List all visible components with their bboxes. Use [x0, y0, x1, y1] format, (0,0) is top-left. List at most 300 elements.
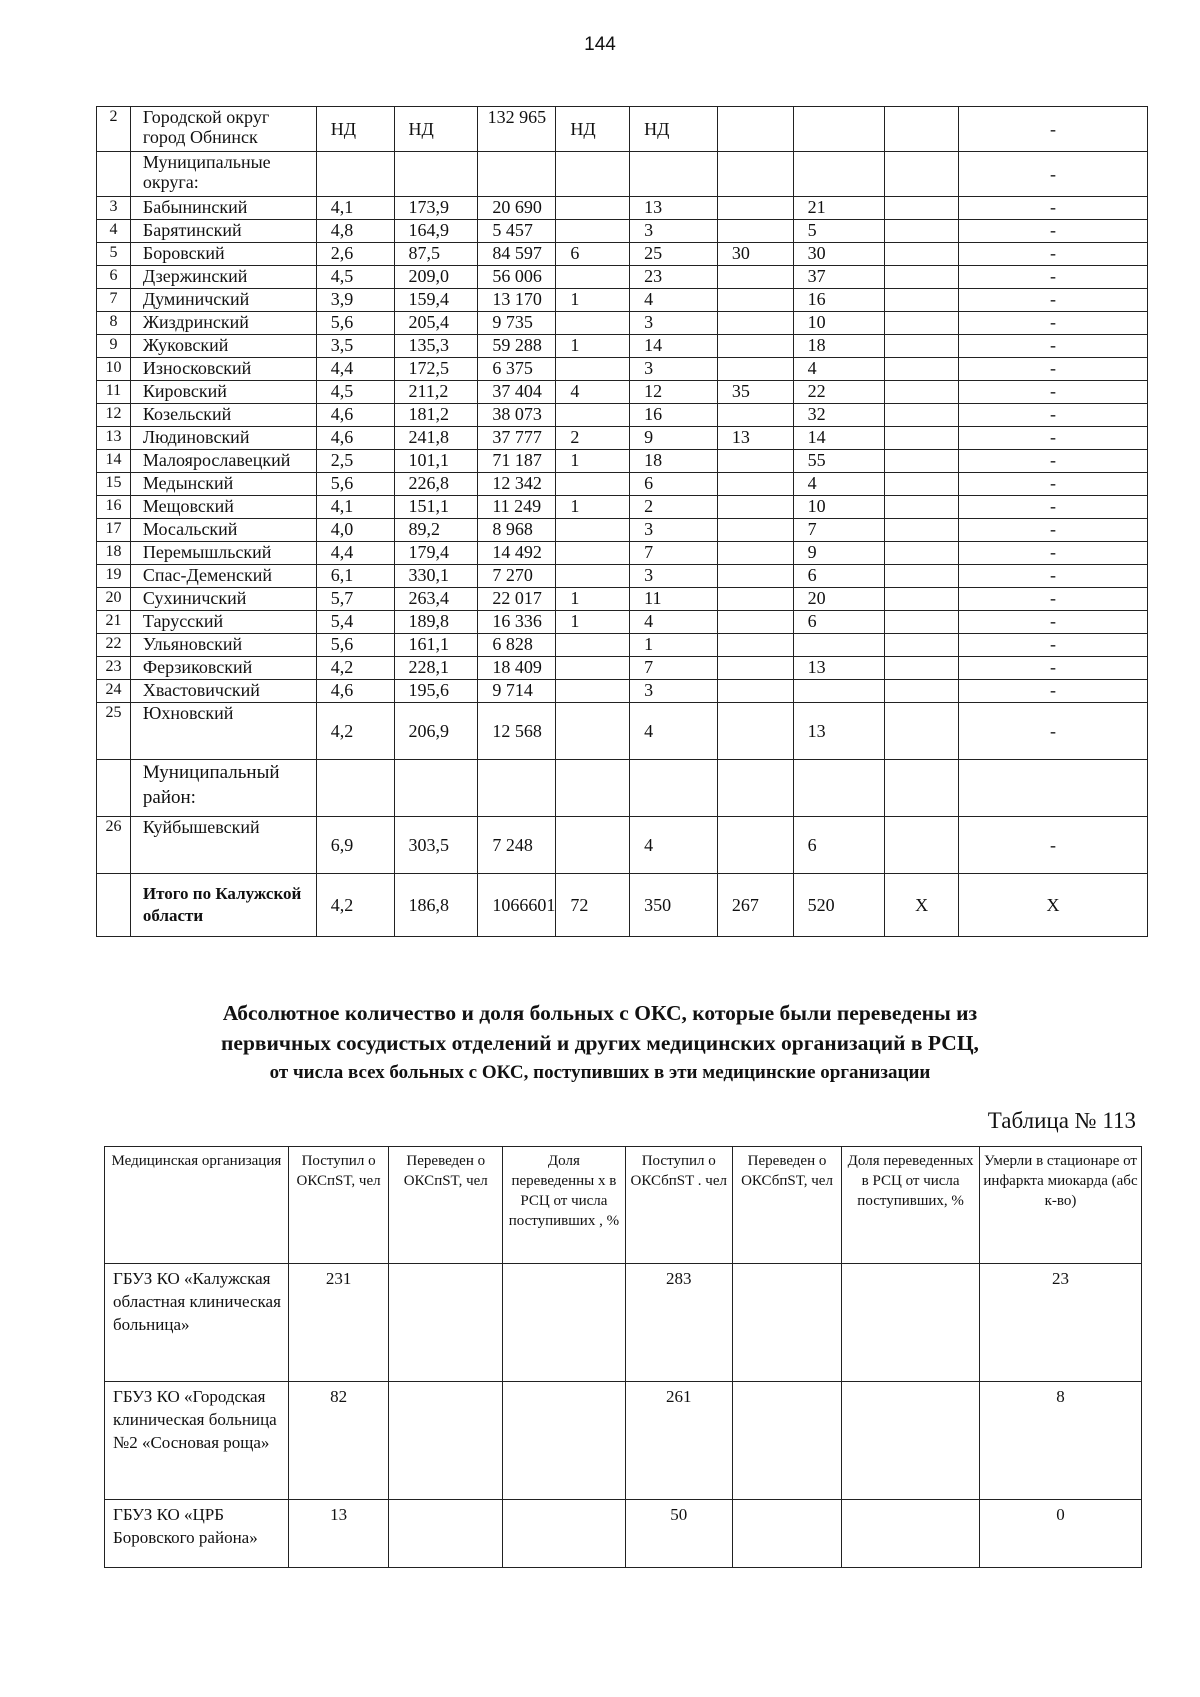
- value-cell: 226,8: [394, 473, 478, 496]
- table-row: [97, 427, 1148, 450]
- value-cell: [793, 107, 885, 152]
- value-cell: 38 073: [478, 404, 556, 427]
- value-cell: 4: [630, 703, 718, 760]
- value-cell: 59 288: [478, 335, 556, 358]
- value-cell: 16 336: [478, 611, 556, 634]
- row-number-cell: 26: [97, 817, 131, 874]
- value-cell: 9: [793, 542, 885, 565]
- value-cell: [717, 611, 793, 634]
- value-cell: [885, 404, 959, 427]
- value-cell: 4,6: [316, 427, 394, 450]
- value-cell: -: [958, 404, 1147, 427]
- district-name-cell: Жиздринский: [130, 312, 316, 335]
- value-cell: -: [958, 542, 1147, 565]
- column-header: Умерли в стационаре от инфаркта миокарда (абс к-во): [980, 1147, 1142, 1264]
- row-number-cell: [97, 152, 131, 197]
- value-cell: 6: [630, 473, 718, 496]
- table-row: [97, 817, 1148, 874]
- table-row: [97, 473, 1148, 496]
- value-cell: -: [958, 335, 1147, 358]
- value-cell: 13: [288, 1500, 389, 1568]
- value-cell: -: [958, 450, 1147, 473]
- value-cell: 0: [980, 1500, 1142, 1568]
- value-cell: -: [958, 358, 1147, 381]
- row-number-cell: 21: [97, 611, 131, 634]
- value-cell: 4,5: [316, 381, 394, 404]
- value-cell: [885, 703, 959, 760]
- value-cell: [503, 1264, 626, 1382]
- value-cell: 1: [556, 496, 630, 519]
- district-name-cell: Бабынинский: [130, 197, 316, 220]
- value-cell: [885, 519, 959, 542]
- table-row: [97, 243, 1148, 266]
- value-cell: [556, 634, 630, 657]
- row-number-cell: 15: [97, 473, 131, 496]
- value-cell: [389, 1500, 503, 1568]
- value-cell: [793, 152, 885, 197]
- value-cell: 3: [630, 519, 718, 542]
- value-cell: 7 270: [478, 565, 556, 588]
- value-cell: 267: [717, 874, 793, 937]
- column-header: Доля переведенны х в РСЦ от числа поступивших , %: [503, 1147, 626, 1264]
- value-cell: [556, 760, 630, 817]
- value-cell: НД: [394, 107, 478, 152]
- value-cell: 261: [625, 1382, 732, 1500]
- value-cell: [556, 565, 630, 588]
- value-cell: 3,5: [316, 335, 394, 358]
- table-row: [97, 107, 1148, 152]
- table-row: [97, 381, 1148, 404]
- value-cell: 55: [793, 450, 885, 473]
- section-title-line: первичных сосудистых отделений и других медицинских организаций в РСЦ,: [221, 1031, 979, 1055]
- value-cell: Х: [885, 874, 959, 937]
- value-cell: [717, 634, 793, 657]
- value-cell: 186,8: [394, 874, 478, 937]
- value-cell: [478, 760, 556, 817]
- value-cell: [885, 266, 959, 289]
- district-name-cell: Мосальский: [130, 519, 316, 542]
- value-cell: 37 777: [478, 427, 556, 450]
- value-cell: 37: [793, 266, 885, 289]
- value-cell: [885, 197, 959, 220]
- value-cell: 3,9: [316, 289, 394, 312]
- value-cell: [717, 107, 793, 152]
- value-cell: 6: [556, 243, 630, 266]
- value-cell: -: [958, 657, 1147, 680]
- district-name-cell: Боровский: [130, 243, 316, 266]
- value-cell: [717, 817, 793, 874]
- row-number-cell: [97, 760, 131, 817]
- value-cell: 4: [556, 381, 630, 404]
- value-cell: 195,6: [394, 680, 478, 703]
- value-cell: [630, 152, 718, 197]
- value-cell: [556, 473, 630, 496]
- district-name-cell: Жуковский: [130, 335, 316, 358]
- district-name-cell: Итого по Калужской области: [130, 874, 316, 937]
- value-cell: 205,4: [394, 312, 478, 335]
- value-cell: [389, 1382, 503, 1500]
- value-cell: 8 968: [478, 519, 556, 542]
- value-cell: 5,6: [316, 312, 394, 335]
- value-cell: 3: [630, 220, 718, 243]
- section-title-line: от числа всех больных с ОКС, поступивших в эти медицинские организации: [269, 1062, 931, 1083]
- table-row: [97, 874, 1148, 937]
- value-cell: [717, 220, 793, 243]
- value-cell: [793, 760, 885, 817]
- value-cell: 32: [793, 404, 885, 427]
- value-cell: НД: [316, 107, 394, 152]
- value-cell: [717, 450, 793, 473]
- value-cell: 7: [630, 542, 718, 565]
- value-cell: [556, 152, 630, 197]
- value-cell: 22 017: [478, 588, 556, 611]
- value-cell: 4,1: [316, 197, 394, 220]
- district-name-cell: Сухиничский: [130, 588, 316, 611]
- column-header: Поступил о ОКСбпST . чел: [625, 1147, 732, 1264]
- district-name-cell: Мещовский: [130, 496, 316, 519]
- value-cell: [885, 289, 959, 312]
- value-cell: НД: [630, 107, 718, 152]
- value-cell: 4: [630, 289, 718, 312]
- value-cell: 7 248: [478, 817, 556, 874]
- value-cell: [717, 473, 793, 496]
- value-cell: [885, 542, 959, 565]
- row-number-cell: 8: [97, 312, 131, 335]
- row-number-cell: 9: [97, 335, 131, 358]
- value-cell: [842, 1500, 980, 1568]
- value-cell: 12 342: [478, 473, 556, 496]
- value-cell: [732, 1264, 841, 1382]
- table-row: [97, 519, 1148, 542]
- column-header: Переведен о ОКСпST, чел: [389, 1147, 503, 1264]
- value-cell: 263,4: [394, 588, 478, 611]
- value-cell: [556, 197, 630, 220]
- value-cell: 20: [793, 588, 885, 611]
- value-cell: 25: [630, 243, 718, 266]
- value-cell: [885, 152, 959, 197]
- value-cell: -: [958, 197, 1147, 220]
- value-cell: [885, 496, 959, 519]
- value-cell: [885, 312, 959, 335]
- district-name-cell: Муниципальный район:: [130, 760, 316, 817]
- value-cell: 2: [556, 427, 630, 450]
- value-cell: 6: [793, 817, 885, 874]
- value-cell: 6,9: [316, 817, 394, 874]
- value-cell: [717, 680, 793, 703]
- value-cell: [885, 817, 959, 874]
- value-cell: [503, 1382, 626, 1500]
- value-cell: [556, 312, 630, 335]
- value-cell: [717, 335, 793, 358]
- district-name-cell: Дзержинский: [130, 266, 316, 289]
- value-cell: 206,9: [394, 703, 478, 760]
- district-name-cell: Кировский: [130, 381, 316, 404]
- row-number-cell: 3: [97, 197, 131, 220]
- district-name-cell: Перемышльский: [130, 542, 316, 565]
- section-title-line: Абсолютное количество и доля больных с ОКС, которые были переведены из: [222, 1001, 978, 1025]
- row-number-cell: 12: [97, 404, 131, 427]
- district-name-cell: Куйбышевский: [130, 817, 316, 874]
- value-cell: 1: [630, 634, 718, 657]
- value-cell: [717, 588, 793, 611]
- value-cell: 87,5: [394, 243, 478, 266]
- value-cell: -: [958, 220, 1147, 243]
- table-row: [97, 197, 1148, 220]
- table-row: [105, 1500, 1142, 1568]
- value-cell: 1: [556, 289, 630, 312]
- value-cell: 1: [556, 588, 630, 611]
- value-cell: 4,2: [316, 874, 394, 937]
- value-cell: [717, 152, 793, 197]
- value-cell: 161,1: [394, 634, 478, 657]
- value-cell: 10: [793, 496, 885, 519]
- value-cell: 172,5: [394, 358, 478, 381]
- value-cell: 72: [556, 874, 630, 937]
- value-cell: 7: [793, 519, 885, 542]
- districts-table: [96, 106, 1148, 937]
- value-cell: 330,1: [394, 565, 478, 588]
- value-cell: [556, 657, 630, 680]
- value-cell: 6 828: [478, 634, 556, 657]
- row-number-cell: 10: [97, 358, 131, 381]
- value-cell: [316, 760, 394, 817]
- value-cell: -: [958, 107, 1147, 152]
- value-cell: 9: [630, 427, 718, 450]
- value-cell: [885, 243, 959, 266]
- value-cell: 5 457: [478, 220, 556, 243]
- value-cell: 12 568: [478, 703, 556, 760]
- value-cell: 5,7: [316, 588, 394, 611]
- value-cell: 16: [793, 289, 885, 312]
- value-cell: [717, 760, 793, 817]
- table-row: [97, 220, 1148, 243]
- table-row: [97, 152, 1148, 197]
- value-cell: 18: [630, 450, 718, 473]
- district-name-cell: Козельский: [130, 404, 316, 427]
- value-cell: [958, 760, 1147, 817]
- value-cell: 181,2: [394, 404, 478, 427]
- value-cell: [556, 519, 630, 542]
- value-cell: 179,4: [394, 542, 478, 565]
- table-row: [97, 289, 1148, 312]
- row-number-cell: 25: [97, 703, 131, 760]
- value-cell: 189,8: [394, 611, 478, 634]
- value-cell: 164,9: [394, 220, 478, 243]
- value-cell: 4,6: [316, 680, 394, 703]
- table-row: [97, 450, 1148, 473]
- value-cell: [556, 358, 630, 381]
- value-cell: [503, 1500, 626, 1568]
- value-cell: 11 249: [478, 496, 556, 519]
- value-cell: -: [958, 611, 1147, 634]
- district-name-cell: Медынский: [130, 473, 316, 496]
- value-cell: 228,1: [394, 657, 478, 680]
- value-cell: [885, 588, 959, 611]
- value-cell: 11: [630, 588, 718, 611]
- value-cell: 13: [717, 427, 793, 450]
- value-cell: -: [958, 427, 1147, 450]
- district-name-cell: Барятинский: [130, 220, 316, 243]
- value-cell: [717, 565, 793, 588]
- table-row: [97, 496, 1148, 519]
- value-cell: 2,5: [316, 450, 394, 473]
- value-cell: [630, 760, 718, 817]
- value-cell: [885, 450, 959, 473]
- value-cell: [885, 657, 959, 680]
- row-number-cell: 11: [97, 381, 131, 404]
- value-cell: 9 714: [478, 680, 556, 703]
- value-cell: 4,1: [316, 496, 394, 519]
- value-cell: [717, 266, 793, 289]
- value-cell: 2,6: [316, 243, 394, 266]
- value-cell: 3: [630, 312, 718, 335]
- value-cell: -: [958, 381, 1147, 404]
- row-number-cell: 19: [97, 565, 131, 588]
- value-cell: 209,0: [394, 266, 478, 289]
- value-cell: 23: [980, 1264, 1142, 1382]
- value-cell: 4: [630, 611, 718, 634]
- value-cell: 50: [625, 1500, 732, 1568]
- table-row: [105, 1382, 1142, 1500]
- value-cell: [556, 817, 630, 874]
- value-cell: 56 006: [478, 266, 556, 289]
- value-cell: 151,1: [394, 496, 478, 519]
- value-cell: 4: [793, 473, 885, 496]
- value-cell: [842, 1264, 980, 1382]
- value-cell: 2: [630, 496, 718, 519]
- value-cell: [556, 703, 630, 760]
- value-cell: 4: [793, 358, 885, 381]
- table-row: [97, 611, 1148, 634]
- value-cell: 4,4: [316, 542, 394, 565]
- value-cell: 1: [556, 450, 630, 473]
- row-number-cell: 20: [97, 588, 131, 611]
- value-cell: [732, 1500, 841, 1568]
- value-cell: 84 597: [478, 243, 556, 266]
- value-cell: 6,1: [316, 565, 394, 588]
- value-cell: [556, 220, 630, 243]
- value-cell: 13: [630, 197, 718, 220]
- value-cell: 13 170: [478, 289, 556, 312]
- value-cell: [556, 266, 630, 289]
- district-name-cell: Юхновский: [130, 703, 316, 760]
- value-cell: 18: [793, 335, 885, 358]
- value-cell: 3: [630, 680, 718, 703]
- value-cell: [389, 1264, 503, 1382]
- value-cell: 16: [630, 404, 718, 427]
- row-number-cell: 16: [97, 496, 131, 519]
- value-cell: [885, 565, 959, 588]
- value-cell: 231: [288, 1264, 389, 1382]
- value-cell: 71 187: [478, 450, 556, 473]
- row-number-cell: 18: [97, 542, 131, 565]
- value-cell: 4,5: [316, 266, 394, 289]
- value-cell: [885, 358, 959, 381]
- column-header: Поступил о ОКСпST, чел: [288, 1147, 389, 1264]
- row-number-cell: 17: [97, 519, 131, 542]
- value-cell: [717, 404, 793, 427]
- value-cell: -: [958, 496, 1147, 519]
- table-row: [97, 565, 1148, 588]
- value-cell: 21: [793, 197, 885, 220]
- value-cell: 4,0: [316, 519, 394, 542]
- value-cell: 3: [630, 565, 718, 588]
- value-cell: [885, 634, 959, 657]
- value-cell: 13: [793, 703, 885, 760]
- organization-cell: ГБУЗ КО «Калужская областная клиническая больница»: [105, 1264, 289, 1382]
- value-cell: 12: [630, 381, 718, 404]
- value-cell: Х: [958, 874, 1147, 937]
- value-cell: 283: [625, 1264, 732, 1382]
- value-cell: [556, 542, 630, 565]
- district-name-cell: Износковский: [130, 358, 316, 381]
- table-row: [97, 703, 1148, 760]
- value-cell: 4,8: [316, 220, 394, 243]
- value-cell: [556, 404, 630, 427]
- value-cell: [717, 703, 793, 760]
- value-cell: 5,6: [316, 473, 394, 496]
- value-cell: -: [958, 312, 1147, 335]
- value-cell: -: [958, 703, 1147, 760]
- value-cell: [885, 335, 959, 358]
- district-name-cell: Городской округ город Обнинск: [130, 107, 316, 152]
- row-number-cell: 5: [97, 243, 131, 266]
- value-cell: [478, 152, 556, 197]
- table-row: [97, 312, 1148, 335]
- value-cell: [316, 152, 394, 197]
- value-cell: 6 375: [478, 358, 556, 381]
- value-cell: 30: [793, 243, 885, 266]
- value-cell: [885, 760, 959, 817]
- table-row: [97, 657, 1148, 680]
- district-name-cell: Спас-Деменский: [130, 565, 316, 588]
- district-name-cell: Муниципальные округа:: [130, 152, 316, 197]
- value-cell: 350: [630, 874, 718, 937]
- value-cell: [717, 542, 793, 565]
- table-row: [97, 358, 1148, 381]
- table-row: [97, 266, 1148, 289]
- row-number-cell: 22: [97, 634, 131, 657]
- value-cell: [717, 312, 793, 335]
- row-number-cell: 6: [97, 266, 131, 289]
- value-cell: 173,9: [394, 197, 478, 220]
- table-row: [97, 335, 1148, 358]
- value-cell: 9 735: [478, 312, 556, 335]
- value-cell: 5,6: [316, 634, 394, 657]
- value-cell: -: [958, 243, 1147, 266]
- value-cell: 20 690: [478, 197, 556, 220]
- value-cell: 520: [793, 874, 885, 937]
- value-cell: 6: [793, 565, 885, 588]
- value-cell: 37 404: [478, 381, 556, 404]
- value-cell: [885, 611, 959, 634]
- table-row: [97, 680, 1148, 703]
- column-header: Переведен о ОКСбпST, чел: [732, 1147, 841, 1264]
- column-header: Доля переведенных в РСЦ от числа поступивших, %: [842, 1147, 980, 1264]
- value-cell: 82: [288, 1382, 389, 1500]
- value-cell: [885, 427, 959, 450]
- value-cell: 7: [630, 657, 718, 680]
- value-cell: -: [958, 634, 1147, 657]
- value-cell: [885, 680, 959, 703]
- value-cell: -: [958, 473, 1147, 496]
- value-cell: 5: [793, 220, 885, 243]
- district-name-cell: Людиновский: [130, 427, 316, 450]
- value-cell: [717, 289, 793, 312]
- table-row: [97, 634, 1148, 657]
- value-cell: [885, 381, 959, 404]
- table-row: [97, 542, 1148, 565]
